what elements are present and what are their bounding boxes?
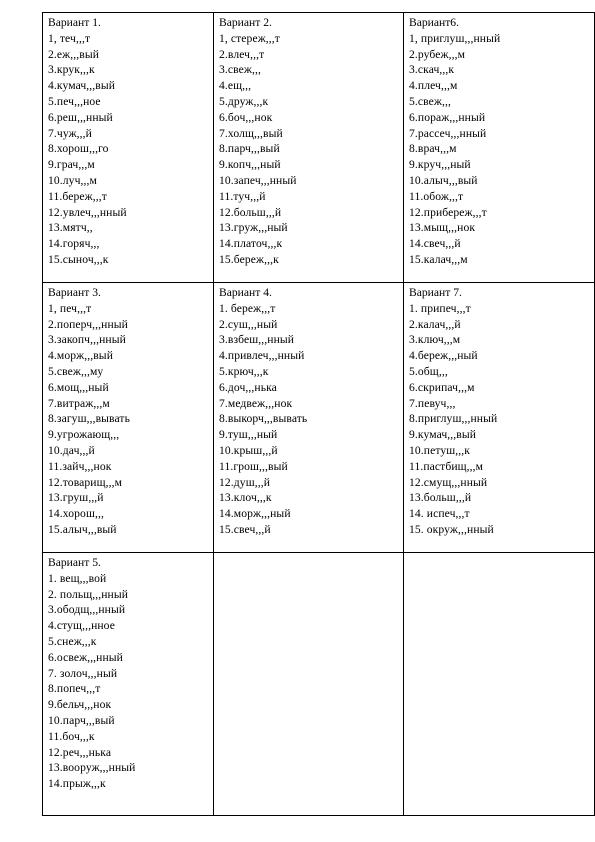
- exercise-item: 3.крук,,,к: [48, 63, 95, 77]
- exercise-item: 13.клоч,,,к: [219, 491, 272, 505]
- table-row: [43, 553, 595, 816]
- exercise-item: 15.сыноч,,,к: [48, 252, 109, 266]
- exercise-item: 7.певуч,,,: [409, 396, 456, 410]
- exercise-item: 9.круч,,,ный: [409, 158, 471, 172]
- exercise-item: 10.запеч,,,нный: [219, 173, 297, 187]
- exercise-item: 12.душ,,,й: [219, 475, 271, 489]
- exercise-item: 2.суш,,,ный: [219, 317, 278, 331]
- exercise-item: 13.груж,,,ный: [219, 221, 288, 235]
- exercise-item: 8.хорош,,,го: [48, 142, 109, 156]
- exercise-item: 10.алыч,,,вый: [409, 173, 478, 187]
- exercise-item: 9.грач,,,м: [48, 158, 95, 172]
- exercise-item: 4.стущ,,,нное: [48, 619, 115, 633]
- exercise-item: 13.вооруж,,,нный: [48, 761, 136, 775]
- exercise-item: 11.пастбищ,,,м: [409, 459, 484, 473]
- exercise-item: 5.общ,,,: [409, 364, 448, 378]
- exercise-item: 3.взбеш,,,нный: [219, 333, 295, 347]
- exercise-item: 4.ещ,,,: [219, 79, 252, 93]
- exercise-item: 12.прибереж,,,т: [409, 205, 487, 219]
- variant-title: Вариант 1.: [48, 16, 101, 29]
- variant-1-cell: [43, 13, 214, 283]
- exercise-item: 3.скач,,,к: [409, 63, 455, 77]
- exercise-item: 7.витраж,,,м: [48, 396, 110, 410]
- exercise-item: 1, печ,,,т: [48, 301, 92, 315]
- exercise-item: 15.свеч,,,й: [219, 522, 271, 536]
- exercise-item: 4.кумач,,,вый: [48, 79, 116, 93]
- variant-title: Вариант 2.: [219, 16, 272, 29]
- exercise-item: 11.боч,,,к: [48, 729, 95, 743]
- exercise-item: 8.загуш,,,вывать: [48, 412, 130, 426]
- exercise-item: 2.рубеж,,,м: [409, 47, 466, 61]
- exercise-item: 14.свеч,,,й: [409, 237, 461, 251]
- variant-title: Вариант 3.: [48, 286, 101, 299]
- variant-title: Вариант6.: [409, 16, 459, 29]
- exercise-item: 4.плеч,,,м: [409, 79, 458, 93]
- exercise-item: 13.мыщ,,,нок: [409, 221, 476, 235]
- exercise-item: 3.ободщ,,,нный: [48, 603, 126, 617]
- exercise-item: 6.пораж,,,нный: [409, 110, 486, 124]
- exercise-item: 7.холщ,,,вый: [219, 126, 283, 140]
- exercise-item: 8.парч,,,вый: [219, 142, 280, 156]
- exercise-item: 2.еж,,,вый: [48, 47, 100, 61]
- exercise-item: 14.платоч,,,к: [219, 237, 283, 251]
- exercise-item: 8.приглуш,,,нный: [409, 412, 498, 426]
- exercise-item: 1, стереж,,,т: [219, 31, 280, 45]
- exercise-item: 6.мощ,,,ный: [48, 380, 109, 394]
- exercise-item: 11.обож,,,т: [409, 189, 464, 203]
- exercise-item: 7.рассеч,,,нный: [409, 126, 487, 140]
- exercise-item: 15.калач,,,м: [409, 252, 468, 266]
- variant-2-cell: [214, 13, 404, 283]
- exercise-item: 2. польщ,,,нный: [48, 587, 129, 601]
- exercise-item: 14. испеч,,,т: [409, 507, 470, 521]
- exercise-item: 12.больш,,,й: [219, 205, 282, 219]
- exercise-item: 12.смущ,,,нный: [409, 475, 488, 489]
- exercise-item: 2.поперч,,,нный: [48, 317, 128, 331]
- exercise-item: 8.попеч,,,т: [48, 682, 101, 696]
- exercise-item: 6.боч,,,нок: [219, 110, 273, 124]
- exercise-item: 6.доч,,,нька: [219, 380, 277, 394]
- exercise-item: 2.влеч,,,т: [219, 47, 265, 61]
- exercise-item: 15.береж,,,к: [219, 252, 279, 266]
- exercise-item: 7.чуж,,,й: [48, 126, 92, 140]
- exercise-item: 1. вещ,,,вой: [48, 571, 107, 585]
- exercise-item: 7. золоч,,,ный: [48, 666, 118, 680]
- empty-cell: [214, 553, 404, 816]
- table-row: [43, 283, 595, 553]
- exercise-item: 12.товарищ,,,м: [48, 475, 123, 489]
- exercise-item: 10.парч,,,вый: [48, 713, 115, 727]
- exercise-item: 14.горяч,,,: [48, 237, 100, 251]
- exercise-item: 1. припеч,,,т: [409, 301, 471, 315]
- exercise-item: 5.печ,,,ное: [48, 94, 101, 108]
- exercise-item: 8.выкорч,,,вывать: [219, 412, 308, 426]
- exercise-item: 9.бельч,,,нок: [48, 698, 112, 712]
- exercise-item: 15.алыч,,,вый: [48, 522, 117, 536]
- exercise-item: 10.дач,,,й: [48, 443, 95, 457]
- exercise-item: 14.прыж,,,к: [48, 777, 106, 791]
- exercise-item: 9.угрожающ,,,: [48, 428, 120, 442]
- exercise-item: 1, теч,,,т: [48, 31, 91, 45]
- empty-cell: [404, 553, 595, 816]
- exercise-item: 15. окруж,,,нный: [409, 522, 494, 536]
- exercise-item: 5.друж,,,к: [219, 94, 269, 108]
- exercise-item: 6.реш,,,нный: [48, 110, 113, 124]
- variant-title: Вариант 5.: [48, 556, 101, 569]
- exercise-item: 4.береж,,,ный: [409, 349, 478, 363]
- exercise-item: 10.крыш,,,й: [219, 443, 278, 457]
- exercise-item: 5.снеж,,,к: [48, 634, 97, 648]
- variant-7-cell: [404, 283, 595, 553]
- exercise-item: 11.зайч,,,нок: [48, 459, 112, 473]
- exercise-item: 14.хорош,,,: [48, 507, 104, 521]
- exercise-item: 5.крюч,,,к: [219, 364, 269, 378]
- exercise-item: 12.увлеч,,,нный: [48, 205, 127, 219]
- exercise-item: 9.туш,,,ный: [219, 428, 278, 442]
- variant-title: Вариант 7.: [409, 286, 462, 299]
- exercise-item: 6.освеж,,,нный: [48, 650, 123, 664]
- exercise-item: 9.копч,,,ный: [219, 158, 281, 172]
- variant-6-cell: [404, 13, 595, 283]
- exercise-item: 11.береж,,,т: [48, 189, 107, 203]
- exercise-item: 10.петуш,,,к: [409, 443, 471, 457]
- variant-title: Вариант 4.: [219, 286, 272, 299]
- exercise-item: 1, приглуш,,,нный: [409, 31, 501, 45]
- exercise-item: 5.свеж,,,: [409, 94, 451, 108]
- variant-5-cell: [43, 553, 214, 816]
- exercise-item: 5.свеж,,,му: [48, 364, 104, 378]
- exercise-item: 13.больш,,,й: [409, 491, 472, 505]
- exercise-item: 3.свеж,,,: [219, 63, 261, 77]
- exercise-item: 12.реч,,,нька: [48, 745, 112, 759]
- exercise-item: 14.морж,,,ный: [219, 507, 291, 521]
- exercise-item: 7.медвеж,,,нок: [219, 396, 293, 410]
- exercise-item: 9.кумач,,,вый: [409, 428, 477, 442]
- exercise-item: 11.грош,,,вый: [219, 459, 288, 473]
- variants-table: [42, 12, 595, 816]
- exercise-item: 3.закопч,,,нный: [48, 333, 126, 347]
- table-row: [43, 13, 595, 283]
- exercise-item: 13.груш,,,й: [48, 491, 104, 505]
- exercise-item: 8.врач,,,м: [409, 142, 457, 156]
- variant-4-cell: [214, 283, 404, 553]
- exercise-item: 11.туч,,,й: [219, 189, 266, 203]
- exercise-item: 4.морж,,,вый: [48, 349, 113, 363]
- exercise-item: 10.луч,,,м: [48, 173, 97, 187]
- exercise-item: 6.скрипач,,,м: [409, 380, 475, 394]
- exercise-item: 13.мятч,,: [48, 221, 93, 235]
- exercise-item: 4.привлеч,,,нный: [219, 349, 305, 363]
- exercise-item: 1. береж,,,т: [219, 301, 276, 315]
- exercise-item: 3.ключ,,,м: [409, 333, 461, 347]
- exercise-item: 2.калач,,,й: [409, 317, 461, 331]
- variant-3-cell: [43, 283, 214, 553]
